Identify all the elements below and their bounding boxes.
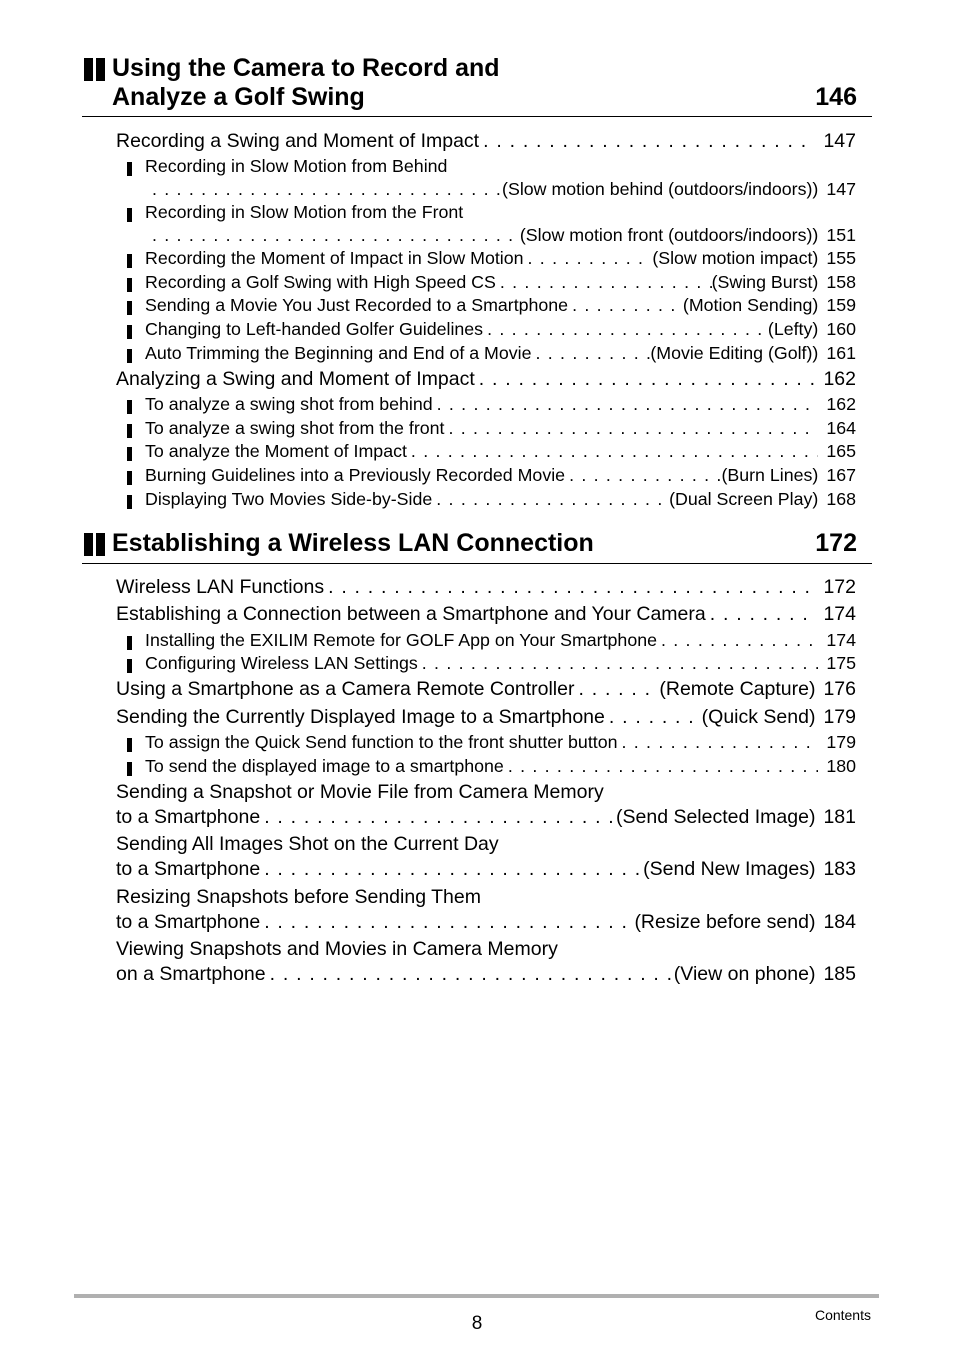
section-page-number[interactable]: 146	[815, 83, 857, 111]
entry-tag: (Quick Send)	[701, 706, 816, 728]
toc-section-wireless-lan	[82, 528, 872, 998]
section-heading	[82, 528, 872, 564]
leader-dots	[568, 295, 683, 316]
entry-page: 147	[823, 130, 856, 152]
leader-dots	[260, 806, 616, 829]
toc-entry[interactable]	[82, 130, 872, 154]
leader-dots	[407, 441, 818, 462]
entry-label-line2: on a Smartphone	[116, 963, 266, 985]
entry-page: 147	[826, 179, 856, 199]
bullet-mark-icon	[127, 495, 132, 509]
entry-label: Changing to Left-handed Golfer Guidelines	[145, 319, 484, 339]
entry-page: 176	[823, 678, 856, 700]
entry-page: 165	[826, 441, 856, 461]
toc-entry[interactable]	[82, 272, 872, 296]
entry-label: Recording the Moment of Impact in Slow Motion	[145, 248, 524, 268]
leader-dots	[617, 732, 818, 753]
entry-label: Sending All Images Shot on the Current Day	[116, 833, 499, 855]
leader-dots	[574, 678, 659, 701]
toc-entry[interactable]	[82, 248, 872, 272]
section-page-number[interactable]: 172	[815, 529, 857, 557]
page-number: 8	[471, 1313, 483, 1334]
bullet-mark-icon	[127, 424, 132, 438]
leader-dots	[260, 858, 643, 881]
leader-dots	[605, 706, 702, 729]
leader-dots	[475, 368, 816, 391]
entry-page: 167	[826, 465, 856, 485]
bullet-mark-icon	[127, 349, 132, 363]
toc-entry[interactable]	[82, 833, 872, 885]
entry-tag: (Slow motion behind (outdoors/indoors))	[502, 179, 819, 199]
entry-page: 181	[823, 806, 856, 828]
entry-tag: (Remote Capture)	[659, 678, 816, 700]
toc-entry[interactable]	[82, 653, 872, 677]
entry-page: 164	[826, 418, 856, 438]
toc-entry[interactable]	[82, 781, 872, 833]
entry-label: Installing the EXILIM Remote for GOLF App on Your Smartphone	[145, 630, 657, 650]
toc-entry[interactable]	[82, 489, 872, 513]
entry-label: Burning Guidelines into a Previously Recorded Movie	[145, 465, 566, 485]
entry-tag: (Lefty)	[767, 319, 819, 339]
entry-label: Viewing Snapshots and Movies in Camera Memory	[116, 938, 558, 960]
entry-tag: (Movie Editing (Golf))	[650, 343, 819, 363]
entry-label: Using a Smartphone as a Camera Remote Controller	[116, 678, 575, 700]
section-heading	[82, 52, 872, 117]
leader-dots	[483, 319, 768, 340]
entry-label: Displaying Two Movies Side-by-Side	[145, 489, 433, 509]
bullet-mark-icon	[127, 762, 132, 776]
entry-page: 158	[826, 272, 856, 292]
leader-dots	[531, 343, 650, 364]
toc-entry[interactable]	[82, 732, 872, 756]
leader-dots	[496, 272, 712, 293]
entry-page: 180	[826, 756, 856, 776]
entry-label: Auto Trimming the Beginning and End of a Movie	[145, 343, 532, 363]
leader-dots	[479, 130, 815, 153]
entry-page: 179	[823, 706, 856, 728]
entry-page: 179	[826, 732, 856, 752]
entry-page: 175	[826, 653, 856, 673]
entry-page: 183	[823, 858, 856, 880]
toc-entry[interactable]	[82, 576, 872, 600]
leader-dots	[524, 248, 653, 269]
bullet-mark-icon	[127, 738, 132, 752]
leader-dots	[706, 603, 816, 626]
entry-label: Recording a Swing and Moment of Impact	[116, 130, 480, 152]
leader-dots	[324, 576, 815, 599]
entry-label: To send the displayed image to a smartphone	[145, 756, 504, 776]
footer-divider	[74, 1294, 879, 1298]
bullet-mark-icon	[127, 400, 132, 414]
entry-label: To assign the Quick Send function to the front shutter button	[145, 732, 618, 752]
entry-page: 159	[826, 295, 856, 315]
entry-label: To analyze a swing shot from the front	[145, 418, 445, 438]
bullet-mark-icon	[127, 636, 132, 650]
toc-entry[interactable]	[82, 756, 872, 780]
section-bars-icon	[84, 58, 106, 81]
entry-label: To analyze the Moment of Impact	[145, 441, 407, 461]
entry-label-line2: to a Smartphone	[116, 858, 261, 880]
entry-tag: (Motion Sending)	[682, 295, 819, 315]
section-title-line1: Using the Camera to Record and	[112, 54, 500, 82]
entry-label: Sending a Snapshot or Movie File from Camera Memory	[116, 781, 604, 803]
leader-dots	[444, 418, 818, 439]
entry-label: Resizing Snapshots before Sending Them	[116, 886, 481, 908]
leader-dots	[504, 756, 819, 777]
leader-dots	[433, 394, 819, 415]
entry-page: 151	[826, 225, 856, 245]
leader-dots	[418, 653, 819, 674]
toc-entry[interactable]	[82, 343, 872, 367]
toc-entry[interactable]	[82, 938, 872, 990]
toc-entry[interactable]	[82, 202, 872, 250]
entry-label-line2: to a Smartphone	[116, 806, 261, 828]
section-bars-icon	[84, 533, 106, 556]
entry-tag: (Slow motion front (outdoors/indoors))	[519, 225, 819, 245]
toc-entry[interactable]	[82, 368, 872, 392]
entry-label: Sending the Currently Displayed Image to a Smartphone	[116, 706, 605, 728]
entry-label: Recording in Slow Motion from the Front	[145, 202, 464, 222]
bullet-mark-icon	[127, 278, 132, 292]
entry-tag: (Send Selected Image)	[616, 806, 816, 828]
toc-entry[interactable]	[82, 678, 872, 702]
entry-page: 168	[826, 489, 856, 509]
entry-tag: (Burn Lines)	[721, 465, 819, 485]
bullet-mark-icon	[127, 447, 132, 461]
toc-entry[interactable]	[82, 319, 872, 343]
entry-tag: (Slow motion impact)	[652, 248, 819, 268]
entry-label-line2: to a Smartphone	[116, 911, 261, 933]
toc-entry[interactable]	[82, 295, 872, 319]
section-title-line1: Establishing a Wireless LAN Connection	[112, 529, 594, 557]
entry-label: Recording a Golf Swing with High Speed CS	[145, 272, 496, 292]
entry-page: 162	[826, 394, 856, 414]
bullet-mark-icon	[127, 254, 132, 268]
toc-entry[interactable]	[82, 156, 872, 204]
toc-entry[interactable]	[82, 603, 872, 627]
entry-tag: (Dual Screen Play)	[669, 489, 819, 509]
entry-page: 185	[823, 963, 856, 985]
leader-dots	[266, 963, 674, 986]
entry-tag: (Swing Burst)	[711, 272, 819, 292]
bullet-mark-icon	[127, 471, 132, 485]
toc-entry[interactable]	[82, 630, 872, 654]
entry-label: Configuring Wireless LAN Settings	[145, 653, 418, 673]
leader-dots	[152, 179, 502, 200]
entry-label: Analyzing a Swing and Moment of Impact	[116, 368, 475, 390]
toc-entry[interactable]	[82, 886, 872, 938]
entry-page: 184	[823, 911, 856, 933]
toc-entry[interactable]	[82, 418, 872, 442]
entry-page: 162	[823, 368, 856, 390]
entry-tag: (Send New Images)	[643, 858, 816, 880]
entry-page: 155	[826, 248, 856, 268]
toc-entry[interactable]	[82, 441, 872, 465]
entry-label: Sending a Movie You Just Recorded to a Smartphone	[145, 295, 569, 315]
bullet-mark-icon	[127, 208, 132, 222]
leader-dots	[432, 489, 669, 510]
leader-dots	[657, 630, 818, 651]
entry-page: 161	[826, 343, 856, 363]
toc-entry[interactable]	[82, 706, 872, 730]
toc-entry[interactable]	[82, 394, 872, 418]
entry-label: Wireless LAN Functions	[116, 576, 325, 598]
entry-page: 172	[823, 576, 856, 598]
bullet-mark-icon	[127, 301, 132, 315]
entry-label: To analyze a swing shot from behind	[145, 394, 433, 414]
leader-dots	[152, 225, 520, 246]
section-title-line2: Analyze a Golf Swing	[112, 83, 365, 111]
bullet-mark-icon	[127, 659, 132, 673]
entry-tag: (View on phone)	[673, 963, 816, 985]
entry-page: 160	[826, 319, 856, 339]
entry-tag: (Resize before send)	[634, 911, 816, 933]
entry-page: 174	[823, 603, 856, 625]
bullet-mark-icon	[127, 325, 132, 339]
bullet-mark-icon	[127, 162, 132, 176]
contents-link[interactable]: Contents	[814, 1307, 871, 1323]
leader-dots	[565, 465, 721, 486]
leader-dots	[260, 911, 634, 934]
entry-label: Establishing a Connection between a Smartphone and Your Camera	[116, 603, 706, 625]
entry-page: 174	[826, 630, 856, 650]
toc-entry[interactable]	[82, 465, 872, 489]
entry-label: Recording in Slow Motion from Behind	[145, 156, 448, 176]
toc-section-golf-swing	[82, 52, 872, 522]
